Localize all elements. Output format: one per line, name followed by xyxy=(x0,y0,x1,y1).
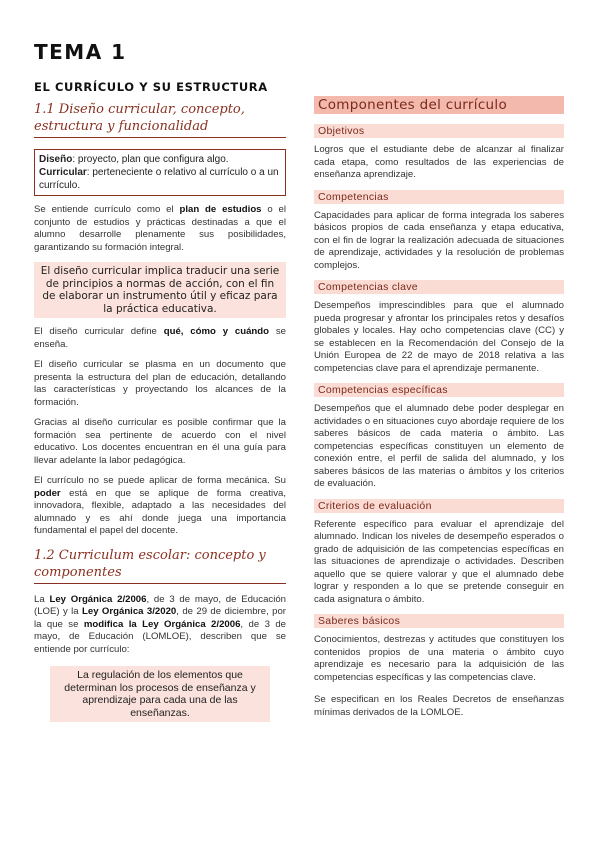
paragraph-leyes: La Ley Orgánica 2/2006, de 3 de mayo, de Educación (LOE) y la Ley Orgánica 3/2020, de 29 de diciembre, por la que se modifica la Ley Orgánica 2/2006, de 3 de mayo, de Educación (LOMLOE), describen que se entiende por currículo: xyxy=(34,593,287,655)
competencias-especificas-text: Desempeños que el alumnado debe poder desplegar en actividades o en situaciones cuyo abordaje requiere de los saberes básicos de cada materia o ámbito. Las competencias específicas constituyen un elemento de conexión entre, el perfil de salida del alumnado, y los saberes básicos de las materias o ámbitos y los criterios de evaluación. xyxy=(314,403,564,489)
highlight-regulacion: La regulación de los elementos que determinan los procesos de enseñanza y aprendizaje para cada una de las enseñanzas. xyxy=(50,666,270,722)
paragraph-documento: El diseño curricular se plasma en un documento que presenta la estructura del plan de educación, detallando las características y proyectando los alcances de la formación. xyxy=(34,359,286,408)
paragraph-que-como-cuando: El diseño curricular define qué, cómo y cuándo se enseña. xyxy=(34,326,286,350)
competencias-clave-text: Desempeños imprescindibles para que el alumnado pueda progresar y afrontar los principales retos y desafíos globales y locales. Hay ocho competencias clave (CC) y se establecen en la Recomendación del Consejo de la Unión Europea de 22 de mayo de 2018 relativa a las competencias clave para el aprendizaje permanente. xyxy=(314,300,564,374)
saberes-basicos-header: Saberes básicos xyxy=(314,614,564,628)
objetivos-header: Objetivos xyxy=(314,124,564,138)
competencias-clave-header: Competencias clave xyxy=(314,280,564,294)
section-1-title: 1.1 Diseño curricular, concepto, estructura y funcionalidad xyxy=(34,101,286,138)
right-column xyxy=(314,96,564,719)
paragraph-poder: El currículo no se puede aplicar de forma mecánica. Su poder está en que se aplique de forma creativa, innovadora, flexible, adaptado a las necesidades del alumnado y es ahí donde juega una importancia fundamental el papel del docente. xyxy=(34,475,286,536)
objetivos-text: Logros que el estudiante debe de alcanzar al finalizar cada etapa, como resultados de las experiencias de enseñanza aprendizaje. xyxy=(314,144,564,180)
chapter-subtitle: EL CURRÍCULO Y SU ESTRUCTURA xyxy=(34,80,268,94)
highlight-diseno-curricular: El diseño curricular implica traducir una serie de principios a normas de acción, con el fin de elaborar un instrumento útil y eficaz para la práctica educativa. xyxy=(34,262,286,318)
tema-title: TEMA 1 xyxy=(34,40,127,64)
paragraph-pertinente: Gracias al diseño curricular es posible confirmar que la formación sea pertinente de acuerdo con el nivel educativo. Los docentes encuentran en él una guía para llevar adelante la labor pedagógica. xyxy=(34,417,286,466)
definition-curricular: Curricular: perteneciente o relativo al currículo o a un currículo. xyxy=(39,167,279,191)
saberes-basicos-text: Conocimientos, destrezas y actitudes que constituyen los contenidos propios de una materia o ámbito cuyo aprendizaje es necesario para la adquisición de las competencias específicas y las competencias clave. xyxy=(314,634,564,683)
criterios-evaluacion-text: Referente específico para evaluar el aprendizaje del alumnado. Indican los niveles de desempeño esperados o grado de adquisición de las competencias específicas en las situaciones de aprendizaje o actividades. Describen aquello que se quiere valorar y que el alumnado debe lograr y responden a lo que se pretende conseguir en cada asignatura o ámbito. xyxy=(314,518,564,605)
componentes-title: Componentes del currículo xyxy=(314,96,564,114)
paragraph-curriculo: Se entiende currículo como el plan de estudios o el conjunto de estudios y prácticas destinadas a que el alumno desarrolle plenamente sus posibilidades, garantizando su formación integral. xyxy=(34,204,286,253)
criterios-evaluacion-header: Criterios de evaluación xyxy=(314,499,564,513)
competencias-header: Competencias xyxy=(314,190,564,204)
definition-box xyxy=(34,149,286,196)
definition-diseno: Diseño: proyecto, plan que configura algo. xyxy=(39,154,229,165)
section-2-title: 1.2 Curriculum escolar: concepto y componentes xyxy=(34,547,286,584)
competencias-text: Capacidades para aplicar de forma integrada los saberes básicos propios de cada enseñanza y etapa educativa, con el fin de lograr la realización adecuada de situaciones de aprendizaje, actividades y la resolución de problemas complejos. xyxy=(314,209,564,271)
competencias-especificas-header: Competencias específicas xyxy=(314,383,564,397)
left-column xyxy=(34,40,286,722)
saberes-basicos-text-2: Se especifican en los Reales Decretos de enseñanzas mínimas derivados de la LOMLOE. xyxy=(314,694,564,718)
